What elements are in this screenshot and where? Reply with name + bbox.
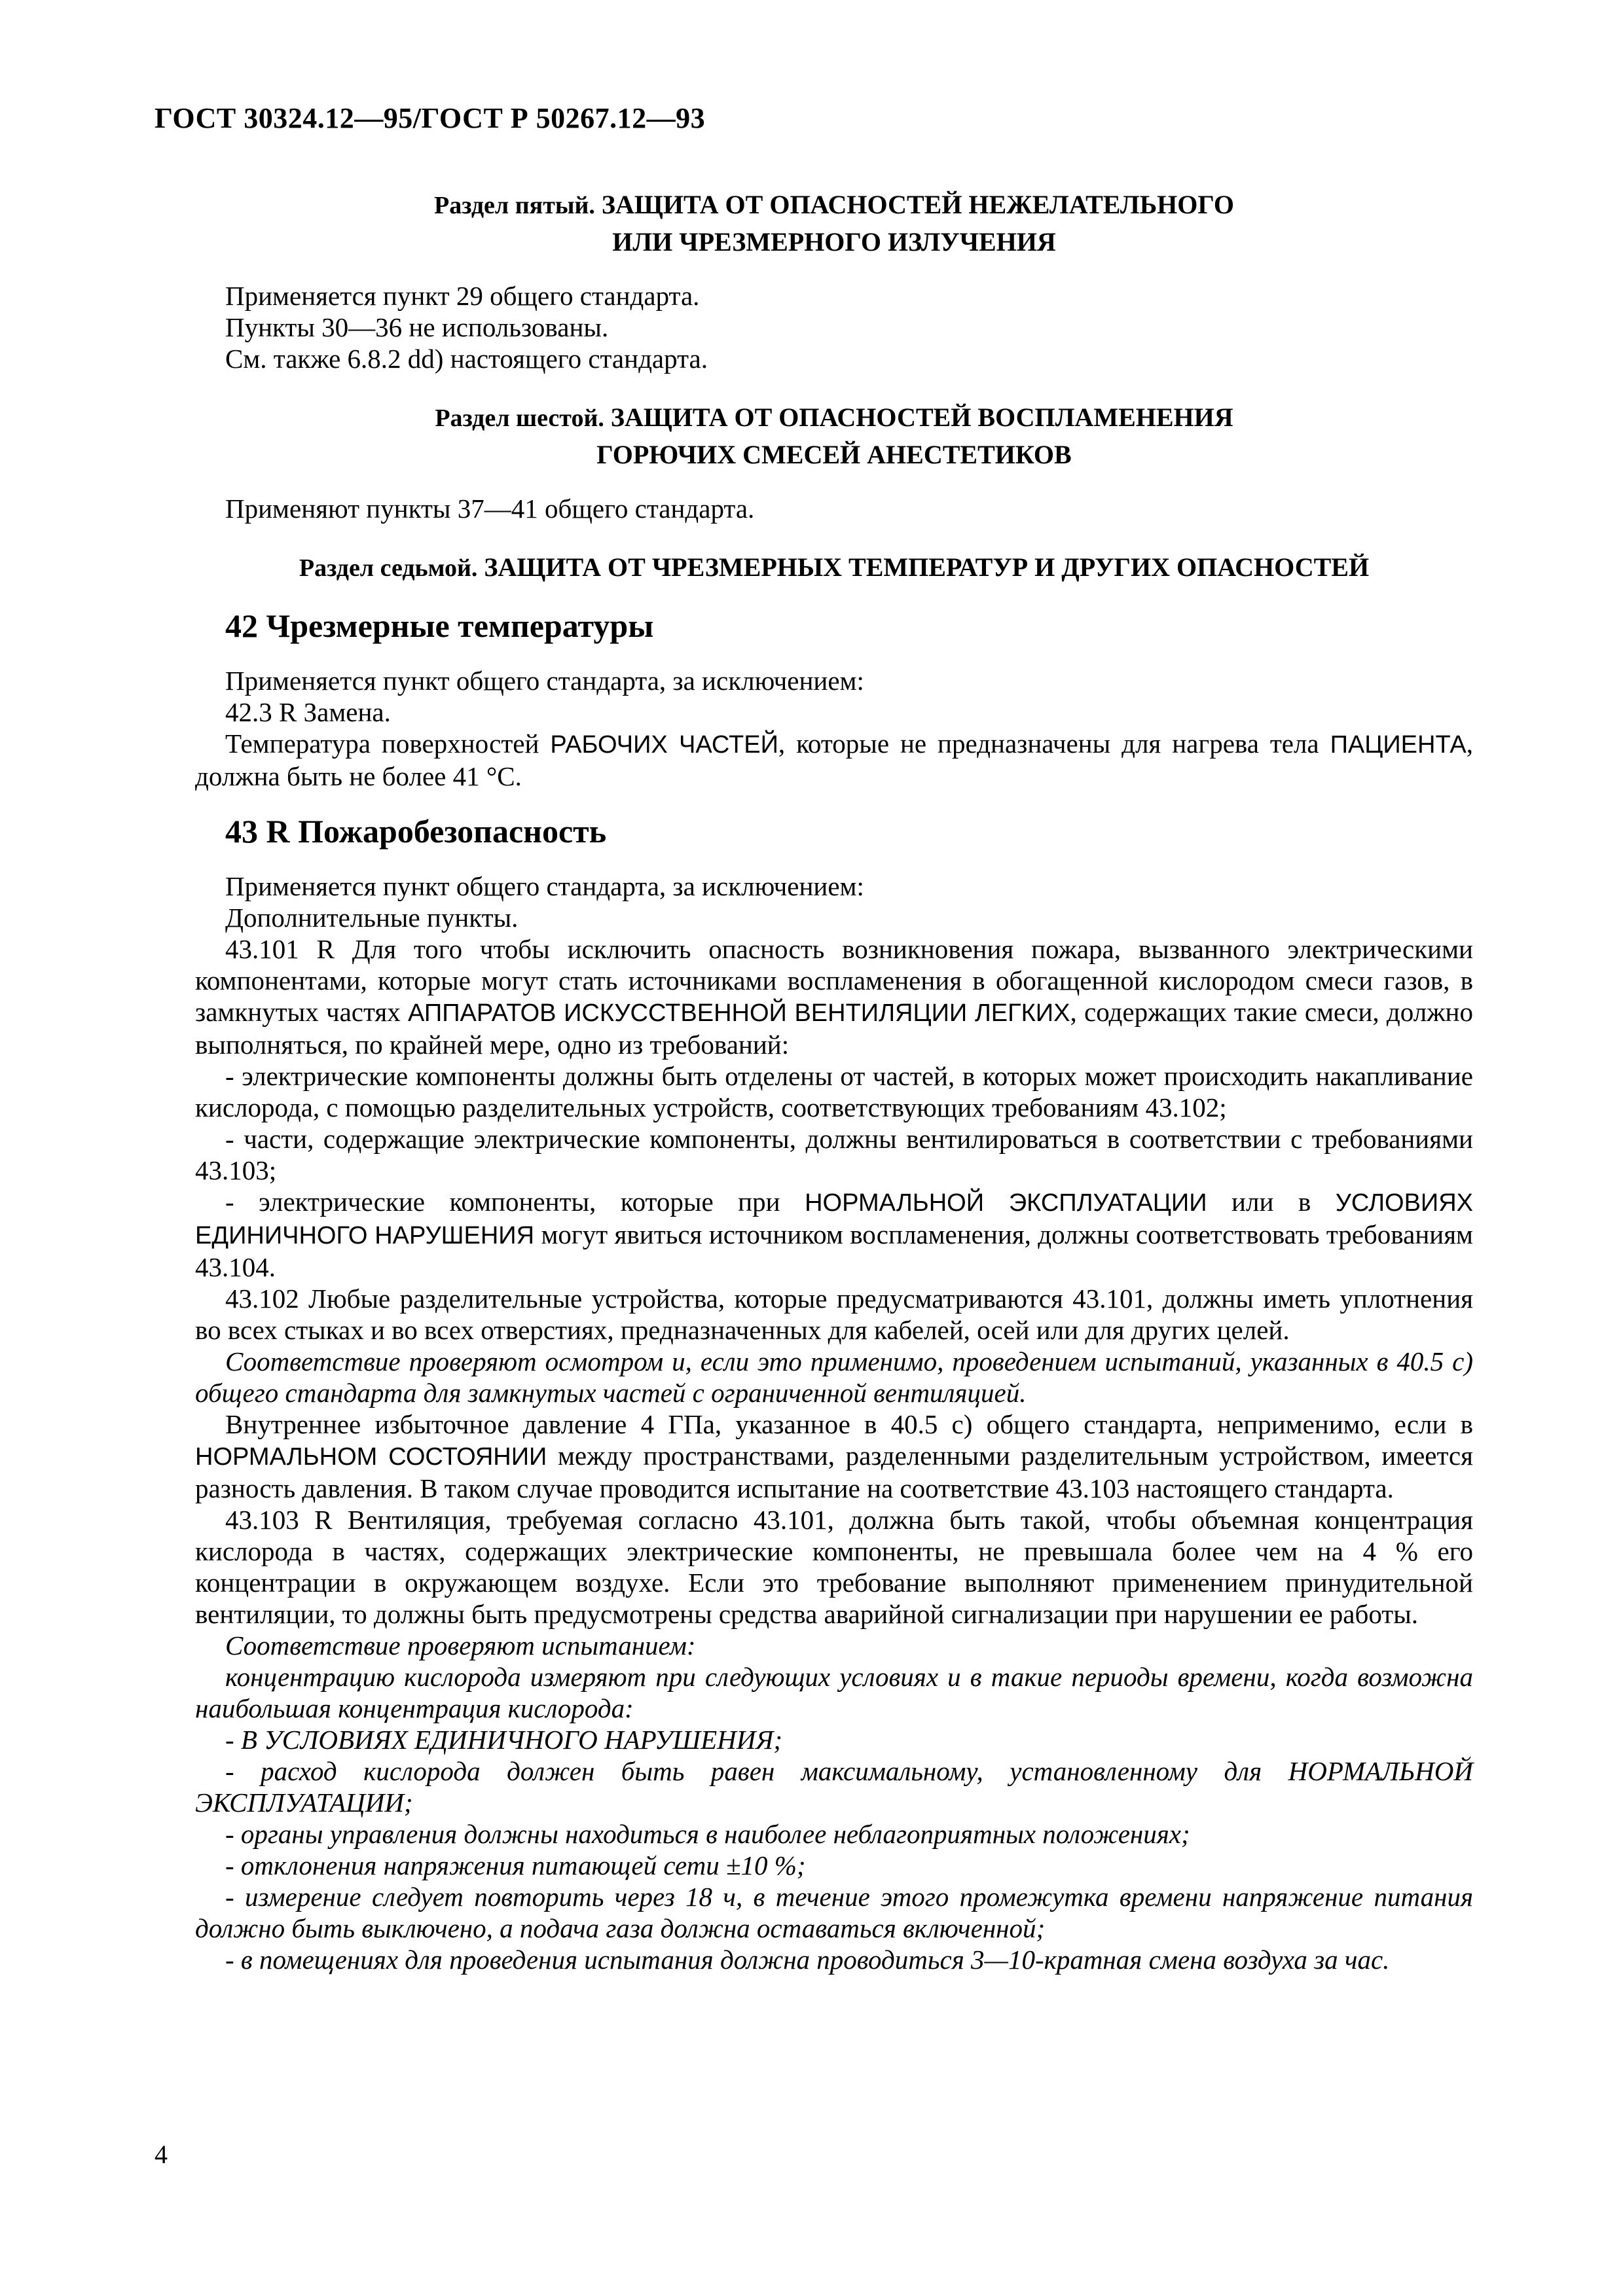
s43-101-bullet-3: - электрические компоненты, которые при НОРМАЛЬНОЙ ЭКСПЛУАТАЦИИ или в УСЛОВИЯХ ЕДИНИЧНОГО НАРУШЕНИЯ могут явиться источником воспламенения, должны соответствовать требованиям 43.104. <box>195 1187 1474 1282</box>
section-5-line-3: См. также 6.8.2 dd) настоящего стандарта. <box>225 344 708 374</box>
page-content <box>195 187 1473 1975</box>
heading-43: 43 R Пожаробезопасность <box>225 813 607 850</box>
section-7-title-text: ЗАЩИТА ОТ ЧРЕЗМЕРНЫХ ТЕМПЕРАТУР И ДРУГИХ ОПАСНОСТЕЙ <box>484 552 1370 582</box>
s43-103-test-6: - отклонения напряжения питающей сети ±10 %; <box>225 1850 806 1880</box>
s43-103-test-3: - В УСЛОВИЯХ ЕДИНИЧНОГО НАРУШЕНИЯ; <box>225 1725 782 1755</box>
s43-101-bullet-1: - электрические компоненты должны быть отделены от частей, в которых может происходить накапливание кислорода, с помощью разделительных устройств, соответствующих требованиям 43.102; <box>195 1061 1473 1122</box>
s43-102-compliance: Соответствие проверяют осмотром и, если это применимо, проведением испытаний, указанных в 40.5 с) общего стандарта для замкнутых частей с ограниченной вентиляцией. <box>195 1346 1473 1408</box>
s43-103-paragraph: 43.103 R Вентиляция, требуемая согласно 43.101, должна быть такой, чтобы объемная концентрация кислорода в частях, содержащих электрические компоненты, не превышала более чем на 4 % его концентрации в окружающем воздухе. Если это требование выполняют применением принудительной вентиляции, то должны быть предусмотрены средства аварийной сигнализации при нарушении ее работы. <box>195 1505 1473 1629</box>
s43-103-test-5: - органы управления должны находиться в наиболее неблагоприятных положениях; <box>225 1819 1190 1849</box>
s43-102-paragraph: 43.102 Любые разделительные устройства, которые предусматриваются 43.101, должны иметь уплотнения во всех стыках и во всех отверстиях, предназначенных для кабелей, осей или для других целей. <box>195 1283 1473 1345</box>
section-5-line-2: Пункты 30—36 не использованы. <box>225 312 609 342</box>
section-5-title <box>195 187 1473 260</box>
s42-line-2: 42.3 R Замена. <box>225 697 391 727</box>
document-header: ГОСТ 30324.12—95/ГОСТ Р 50267.12—93 <box>155 102 706 134</box>
s43-103-test-7: - измерение следует повторить через 18 ч, в течение этого промежутка времени напряжение питания должно быть выключено, а подача газа должна оставаться включенной; <box>195 1882 1473 1943</box>
section-7-title <box>195 549 1473 586</box>
section-6-line: Применяют пункты 37—41 общего стандарта. <box>225 493 755 524</box>
section-6-title-line2: ГОРЮЧИХ СМЕСЕЙ АНЕСТЕТИКОВ <box>596 440 1072 469</box>
heading-42: 42 Чрезмерные температуры <box>225 607 654 644</box>
s43-101-bullet-2: - части, содержащие электрические компоненты, должны вентилироваться в соответствии с требованиями 43.103; <box>195 1124 1473 1185</box>
s43-line-2: Дополнительные пункты. <box>225 903 519 933</box>
section-5-line-1: Применяется пункт 29 общего стандарта. <box>225 281 700 311</box>
s42-paragraph: Температура поверхностей РАБОЧИХ ЧАСТЕЙ, которые не предназначены для нагрева тела ПАЦИЕНТА, должна быть не более 41 °С. <box>195 728 1473 791</box>
section-6-prefix: Раздел шестой. <box>435 404 604 432</box>
s42-line-1: Применяется пункт общего стандарта, за исключением: <box>225 666 864 696</box>
s43-102-pressure: Внутреннее избыточное давление 4 ГПа, указанное в 40.5 с) общего стандарта, неприменимо, если в НОРМАЛЬНОМ СОСТОЯНИИ между пространствами, разделенными разделительным устройством, имеется разность давления. В таком случае проводится испытание на соответствие 43.103 настоящего стандарта. <box>195 1409 1473 1503</box>
section-5-prefix: Раздел пятый. <box>434 192 595 219</box>
s43-103-test-8: - в помещениях для проведения испытания должна проводиться 3—10-кратная смена воздуха за час. <box>225 1945 1390 1975</box>
section-5-title-line2: ИЛИ ЧРЕЗМЕРНОГО ИЗЛУЧЕНИЯ <box>612 227 1056 257</box>
section-7-prefix: Раздел седьмой. <box>299 554 478 582</box>
s43-line-1: Применяется пункт общего стандарта, за исключением: <box>225 871 864 901</box>
section-6-title-line1: ЗАЩИТА ОТ ОПАСНОСТЕЙ ВОСПЛАМЕНЕНИЯ <box>610 403 1233 432</box>
s43-103-test-2: концентрацию кислорода измеряют при следующих условиях и в такие периоды времени, когда возможна наибольшая концентрация кислорода: <box>195 1662 1473 1723</box>
s43-103-test-4: - расход кислорода должен быть равен максимальному, установленному для НОРМАЛЬНОЙ ЭКСПЛУАТАЦИИ; <box>195 1756 1473 1818</box>
section-5-title-line1: ЗАЩИТА ОТ ОПАСНОСТЕЙ НЕЖЕЛАТЕЛЬНОГО <box>601 190 1234 219</box>
section-6-title <box>195 399 1473 473</box>
s43-101-paragraph: 43.101 R Для того чтобы исключить опасность возникновения пожара, вызванного электрическими компонентами, которые могут стать источниками воспламенения в обогащенной кислородом смеси газов, в замкнутых частях АППАРАТОВ ИСКУССТВЕННОЙ ВЕНТИЛЯЦИИ ЛЕГКИХ, содержащих такие смеси, должно выполняться, по крайней мере, одно из требований: <box>195 934 1473 1060</box>
page-number: 4 <box>155 2140 168 2169</box>
s43-103-test-1: Соответствие проверяют испытанием: <box>225 1630 696 1660</box>
